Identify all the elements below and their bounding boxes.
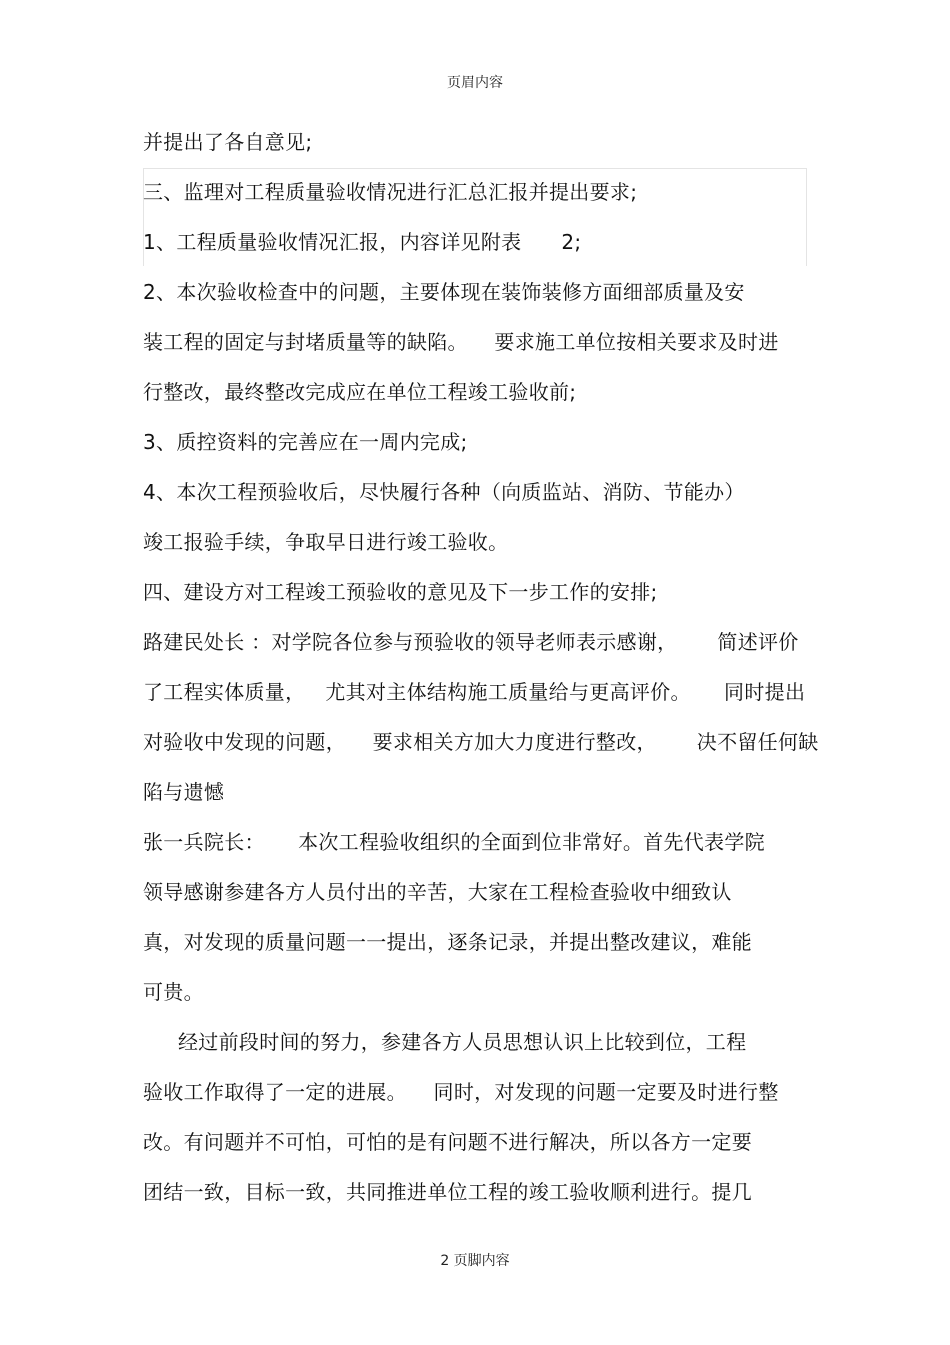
table-border-right	[806, 168, 807, 266]
table-border-top	[143, 168, 807, 169]
text-line-12: 了工程实体质量， 尤其对主体结构施工质量给与更高评价。 同时提出	[143, 680, 806, 704]
text-line-11: 路建民处长 ：对学院各位参与预验收的领导老师表示感谢， 简述评价	[143, 630, 799, 654]
text-line-1: 并提出了各自意见;	[143, 130, 313, 154]
text-line-7: 3、质控资料的完善应在一周内完成;	[143, 430, 468, 454]
text-line-20: 验收工作取得了一定的进展。 同时，对发现的问题一定要及时进行整	[143, 1080, 779, 1104]
text-line-3: 1、工程质量验收情况汇报，内容详见附表 2;	[143, 230, 582, 254]
text-line-15: 张一兵院长： 本次工程验收组织的全面到位非常好。首先代表学院	[143, 830, 765, 854]
text-line-13: 对验收中发现的问题， 要求相关方加大力度进行整改， 决不留任何缺	[143, 730, 819, 754]
text-line-21: 改。有问题并不可怕，可怕的是有问题不进行解决，所以各方一定要	[143, 1130, 752, 1154]
text-line-5: 装工程的固定与封堵质量等的缺陷。 要求施工单位按相关要求及时进	[143, 330, 779, 354]
text-line-8: 4、本次工程预验收后，尽快履行各种（向质监站、消防、节能办）	[143, 480, 745, 504]
text-line-18: 可贵。	[143, 980, 204, 1004]
page-footer: 2 页脚内容	[440, 1253, 510, 1269]
text-line-2: 三、监理对工程质量验收情况进行汇总汇报并提出要求;	[143, 180, 638, 204]
text-line-4: 2、本次验收检查中的问题，主要体现在装饰装修方面细部质量及安	[143, 280, 745, 304]
text-line-22: 团结一致，目标一致，共同推进单位工程的竣工验收顺利进行。提几	[143, 1180, 752, 1204]
text-line-16: 领导感谢参建各方人员付出的辛苦，大家在工程检查验收中细致认	[143, 880, 732, 904]
text-line-10: 四、建设方对工程竣工预验收的意见及下一步工作的安排;	[143, 580, 658, 604]
text-line-14: 陷与遗憾	[143, 780, 225, 804]
page-header: 页眉内容	[447, 75, 503, 91]
text-line-9: 竣工报验手续，争取早日进行竣工验收。	[143, 530, 509, 554]
text-line-6: 行整改，最终整改完成应在单位工程竣工验收前;	[143, 380, 577, 404]
text-line-19: 经过前段时间的努力，参建各方人员思想认识上比较到位，工程	[178, 1030, 747, 1054]
text-line-17: 真，对发现的质量问题一一提出，逐条记录，并提出整改建议，难能	[143, 930, 752, 954]
